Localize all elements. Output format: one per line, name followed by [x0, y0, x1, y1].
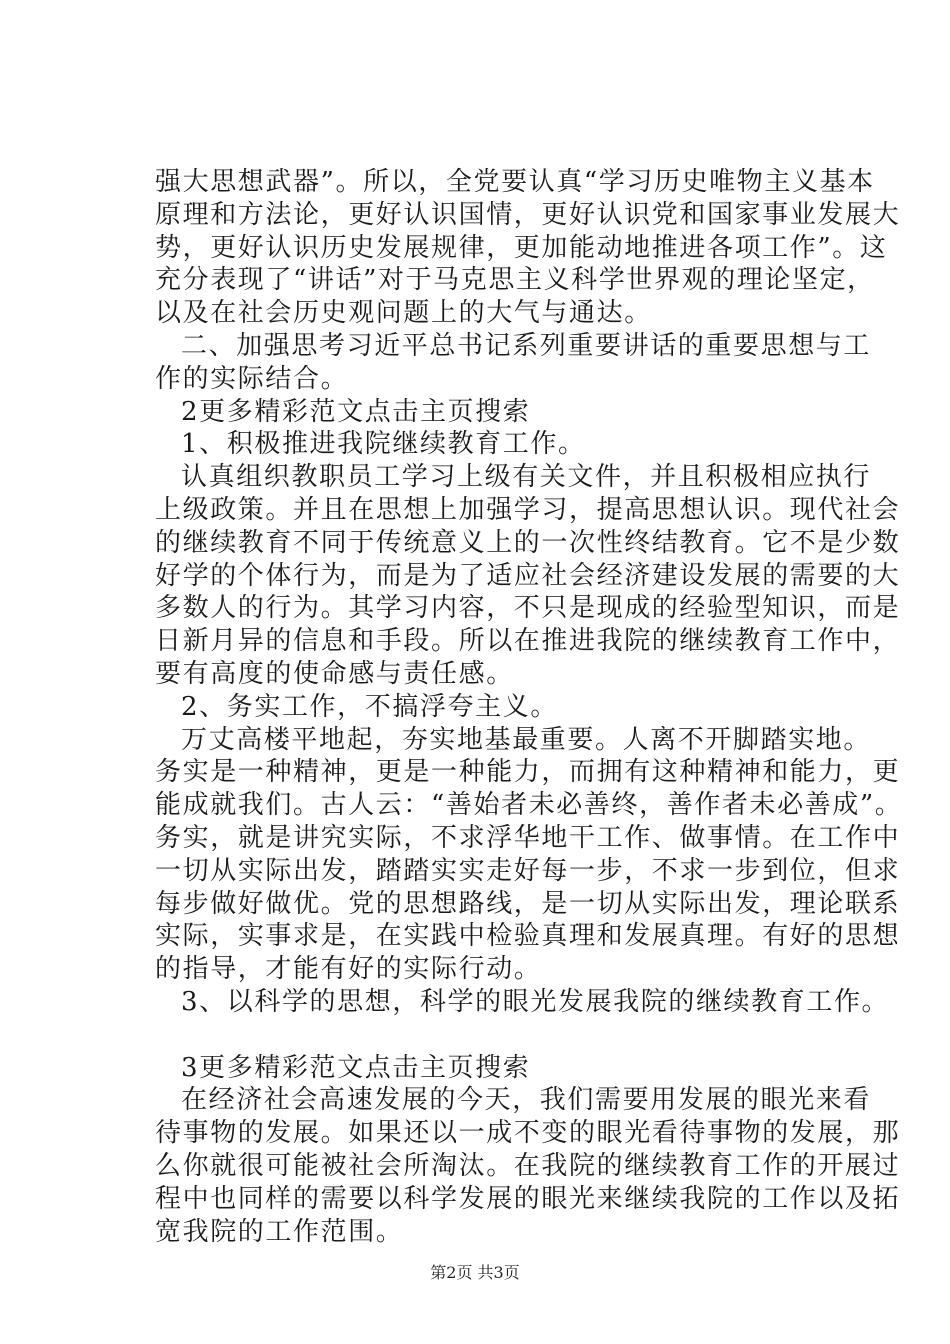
text-line: 么你就很可能被社会所淘汰。在我院的继续教育工作的开展过 [155, 1150, 901, 1181]
text-line: 待事物的发展。如果还以一成不变的眼光看待事物的发展，那 [155, 1118, 901, 1149]
blank-line [155, 1019, 815, 1052]
text-line: 的指导，才能有好的实际行动。 [155, 954, 542, 985]
text-line: 强大思想武器”。所以，全党要认真“学习历史唯物主义基本 [155, 167, 875, 197]
text-line: 务实，就是讲究实际，不求浮华地干工作、做事情。在工作中 [155, 822, 901, 853]
text-line: 以及在社会历史观问题上的大气与通达。 [155, 298, 652, 329]
text-line: 万丈高楼平地起，夯实地基最重要。人离不开脚踏实地。 [181, 724, 872, 755]
numbered-item-heading: 3、以科学的思想，科学的眼光发展我院的继续教育工作。 [181, 986, 890, 1017]
text-line: 实际，实事求是，在实践中检验真理和发展真理。有好的思想 [155, 921, 901, 952]
text-line: 能成就我们。古人云：“善始者未必善终，善作者未必善成”。 [155, 790, 903, 821]
search-prompt-text: 3更多精彩范文点击主页搜索 [181, 1052, 531, 1083]
text-line: 认真组织教职员工学习上级有关文件，并且积极相应执行 [181, 462, 872, 493]
text-line: 上级政策。并且在思想上加强学习，提高思想认识。现代社会 [155, 494, 901, 525]
text-line: 的继续教育不同于传统意义上的一次性终结教育。它不是少数 [155, 527, 901, 558]
numbered-item-heading: 2、务实工作，不搞浮夸主义。 [181, 691, 558, 722]
document-body [155, 166, 903, 1248]
text-line: 务实是一种精神，更是一种能力，而拥有这种精神和能力，更 [155, 757, 901, 788]
text-line: 势，更好认识历史发展规律，更加能动地推进各项工作”。这 [155, 232, 888, 263]
text-line: 在经济社会高速发展的今天，我们需要用发展的眼光来看 [181, 1085, 872, 1116]
text-line: 多数人的行为。其学习内容，不只是现成的经验型知识，而是 [155, 593, 901, 624]
text-line: 好学的个体行为，而是为了适应社会经济建设发展的需要的大 [155, 560, 901, 591]
text-line: 日新月异的信息和手段。所以在推进我院的继续教育工作中， [155, 626, 901, 657]
numbered-item-heading: 1、积极推进我院继续教育工作。 [181, 429, 586, 460]
text-line: 原理和方法论，更好认识国情，更好认识党和国家事业发展大 [155, 199, 901, 230]
text-line: 程中也同样的需要以科学发展的眼光来继续我院的工作以及拓 [155, 1183, 901, 1214]
text-line: 要有高度的使命感与责任感。 [155, 658, 514, 689]
text-line: 充分表现了“讲话”对于马克思主义科学世界观的理论坚定， [155, 265, 875, 296]
text-line: 一切从实际出发，踏踏实实走好每一步，不求一步到位，但求 [155, 855, 901, 886]
text-line: 宽我院的工作范围。 [155, 1216, 404, 1247]
search-prompt-text: 2更多精彩范文点击主页搜索 [181, 396, 531, 427]
section-heading: 二、加强思考习近平总书记系列重要讲话的重要思想与工 [181, 330, 872, 361]
page-number-footer: 第2页 共3页 [430, 1263, 520, 1282]
text-line: 作的实际结合。 [155, 363, 349, 394]
text-line: 每步做好做优。党的思想路线，是一切从实际出发，理论联系 [155, 888, 901, 919]
